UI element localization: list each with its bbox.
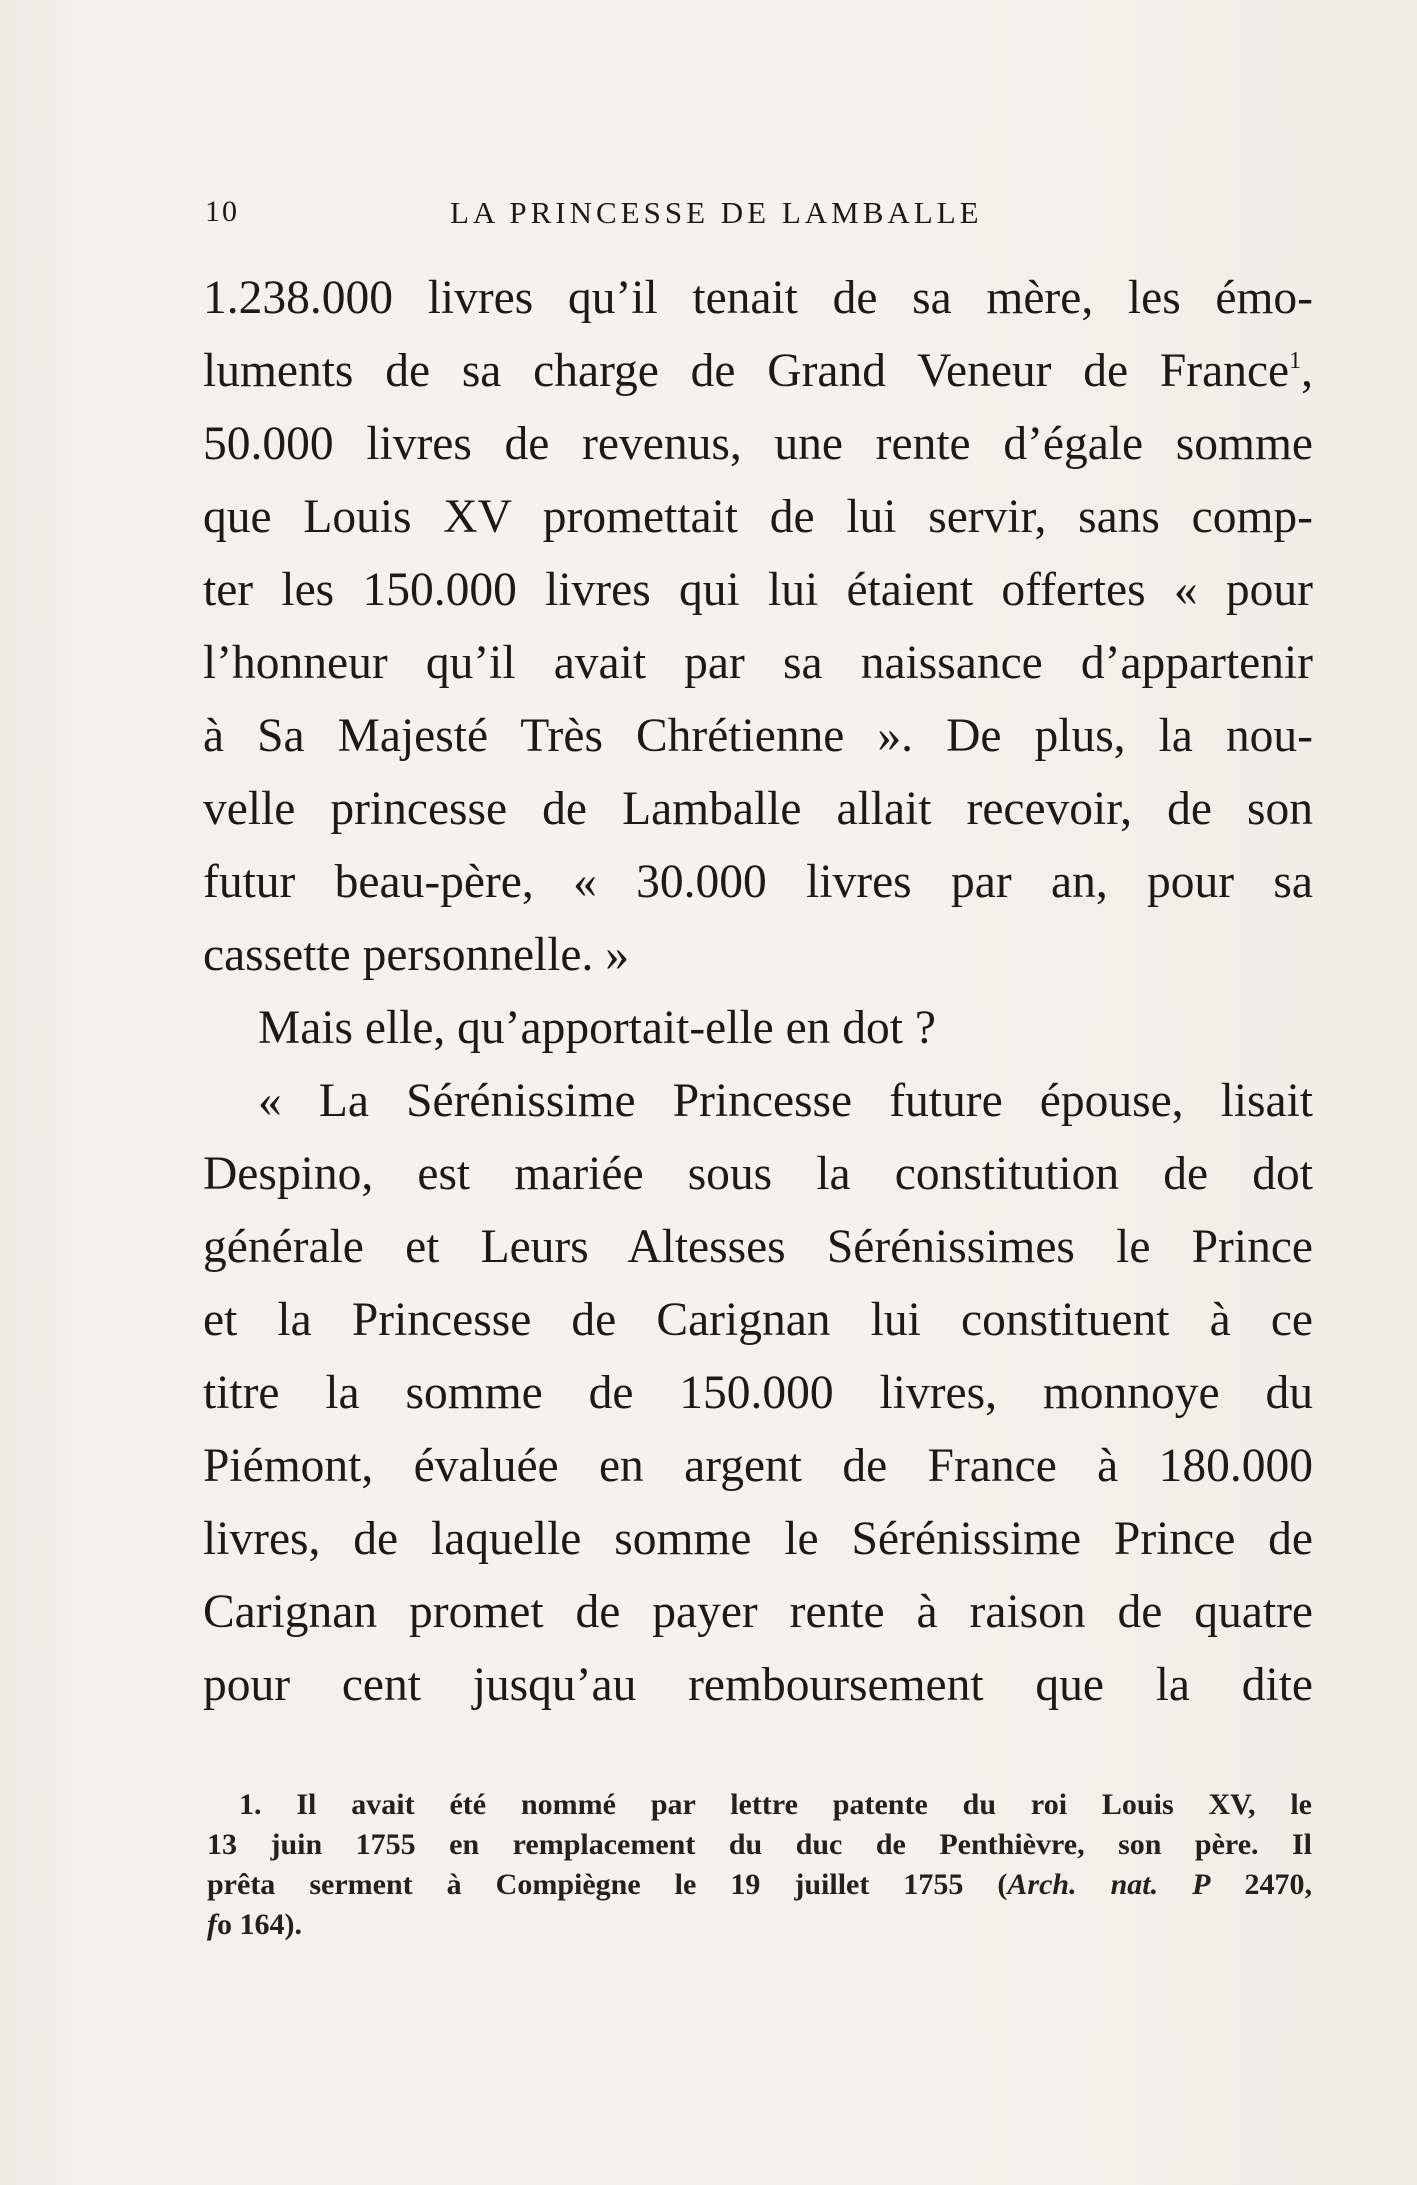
footnote-line [207,1865,1312,1905]
text-line: titre la somme de 150.000 livres, monnoye du [203,1367,1313,1419]
page-number: 10 [205,195,239,228]
text-line: luments de sa charge de Grand Veneur de France [203,345,1290,397]
footnote [207,1785,1312,1945]
footnote-text: o 164). [217,1908,302,1941]
text-line: Carignan promet de payer rente à raison de quatre [203,1586,1313,1638]
text-line: Mais elle, qu’apportait-elle en dot ? [258,1002,936,1054]
text-line: pour cent jusqu’au remboursement que la dite [203,1659,1313,1711]
text-line: « La Sérénissime Princesse future épouse, lisait [258,1075,1313,1127]
text-line: générale et Leurs Altesses Sérénissimes le Prince [203,1221,1313,1273]
text-line-tail: , [1301,345,1313,397]
footnote-line: 1. Il avait été nommé par lettre patente du roi Louis XV, le [239,1788,1312,1821]
text-line: livres, de laquelle somme le Sérénissime Prince de [203,1513,1313,1565]
footnote-line [207,1905,1312,1945]
text-line: futur beau-père, « 30.000 livres par an, pour sa [203,856,1313,908]
text-line: 50.000 livres de revenus, une rente d’égale somme [203,418,1313,470]
footnote-line: 13 juin 1755 en remplacement du duc de Penthièvre, son père. Il [207,1828,1312,1861]
footnote-reference[interactable]: 1 [1289,348,1302,374]
text-line: Piémont, évaluée en argent de France à 180.000 [203,1440,1313,1492]
footnote-text: prêta serment à Compiègne le 19 juillet 1755 ( [207,1868,1008,1901]
text-line-with-footnote [203,335,1313,408]
text-line: l’honneur qu’il avait par sa naissance d’appartenir [203,637,1313,689]
body-text [203,262,1313,1722]
text-line: ter les 150.000 livres qui lui étaient offertes « pour [203,564,1313,616]
text-line: Despino, est mariée sous la constitution de dot [203,1148,1313,1200]
footnote-source: Arch. nat. P [1007,1868,1211,1901]
text-line: cassette personnelle. » [203,929,630,981]
text-line: 1.238.000 livres qu’il tenait de sa mère, les émo- [203,272,1313,324]
text-line: que Louis XV promettait de lui servir, sans comp- [203,491,1313,543]
running-head [205,195,1315,235]
footnote-text: 2470, [1210,1868,1312,1901]
text-line: et la Princesse de Carignan lui constituent à ce [203,1294,1313,1346]
text-line: velle princesse de Lamballe allait recevoir, de son [203,783,1313,835]
text-line: à Sa Majesté Très Chrétienne ». De plus, la nou- [203,710,1313,762]
footnote-folio: f [207,1908,217,1941]
running-title: LA PRINCESSE DE LAMBALLE [450,195,983,230]
